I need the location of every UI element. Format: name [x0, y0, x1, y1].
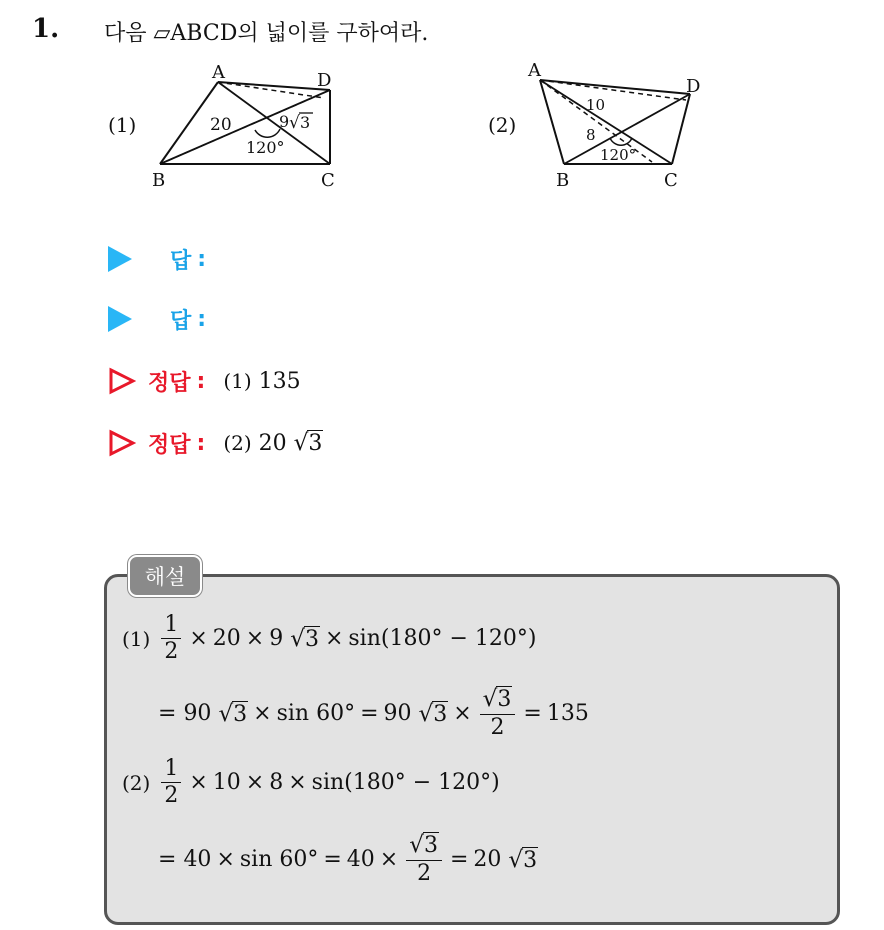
answer-row-2	[108, 302, 206, 336]
figure-1-length-ao: 20	[210, 115, 232, 135]
answer-row-1	[108, 242, 206, 276]
figure-1-length-od-coef: 9	[279, 112, 290, 131]
correct-answer-2-coef: 20	[258, 431, 287, 456]
solution-2-line-1: (2) $\frac{1}{2}$ × 10 × 8 × sin(180° − 120°)	[122, 756, 500, 809]
correct-answer-1-part: (1)	[223, 368, 252, 393]
question-text: 다음 ▱ABCD의 넓이를 구하여라.	[104, 21, 429, 46]
correct-colon: :	[196, 368, 206, 394]
correct-marker-icon	[108, 367, 136, 395]
correct-answer-1-value: 135	[258, 368, 301, 394]
figure-1-vertex-c: C	[321, 170, 335, 191]
solution-1-half: $\frac{1}{2}$	[161, 612, 181, 666]
answer-colon: :	[197, 246, 207, 272]
solution-tag: 해설	[128, 555, 202, 597]
figure-1-angle: 120°	[246, 138, 285, 157]
figure-2-length-ao: 10	[586, 96, 606, 114]
correct-label: 정답	[148, 432, 191, 458]
figure-2-vertex-c: C	[664, 170, 678, 191]
solution-2-line-2: = 40 × sin 60° = 40 × $\frac{√3}{2}$ = 20 √3	[158, 832, 538, 886]
question-number: 1.	[32, 14, 60, 44]
correct-answer-row-1	[108, 364, 301, 398]
answer-label: 답	[170, 308, 192, 334]
figure-2-vertex-b: B	[556, 170, 570, 191]
correct-answer-row-2	[108, 426, 323, 460]
answer-marker-icon	[108, 246, 132, 272]
correct-answer-2	[223, 430, 323, 456]
answer-label: 답	[170, 248, 192, 274]
figure-1-length-od-rad: 3	[300, 113, 311, 132]
figure-2-vertex-d: D	[686, 76, 701, 97]
correct-marker-icon	[108, 429, 136, 457]
figure-1-vertex-b: B	[152, 170, 166, 191]
figure-1	[100, 58, 360, 197]
figure-2-vertex-a: A	[528, 60, 541, 81]
figure-1-label: (1)	[108, 113, 137, 137]
solution-2-label: (2)	[122, 770, 151, 795]
figure-1-vertex-a: A	[212, 62, 225, 83]
correct-colon: :	[196, 430, 206, 456]
solution-2-half: $\frac{1}{2}$	[161, 756, 181, 810]
correct-answer-1	[223, 369, 300, 394]
solution-1-line-2: = 90 √3 × sin 60° = 90 √3 × $\frac{√3}{2}$ = 135	[158, 686, 589, 740]
figure-2	[482, 58, 722, 197]
solution-1-line-1: (1) $\frac{1}{2}$ × 20 × 9 √3 × sin(180° − 120°)	[122, 612, 537, 665]
figure-2-length-bo: 8	[586, 126, 596, 144]
correct-answer-2-part: (2)	[223, 431, 252, 455]
solution-1-label: (1)	[122, 626, 151, 651]
correct-answer-2-sqrt: √3	[293, 430, 323, 456]
answer-marker-icon	[108, 306, 132, 332]
figure-1-radical-sign: √	[289, 113, 300, 133]
answer-colon: :	[197, 306, 207, 332]
figure-2-angle: 120°	[600, 146, 637, 164]
figure-2-label: (2)	[488, 113, 517, 137]
correct-label: 정답	[148, 370, 191, 396]
figure-1-vertex-d: D	[317, 70, 332, 91]
